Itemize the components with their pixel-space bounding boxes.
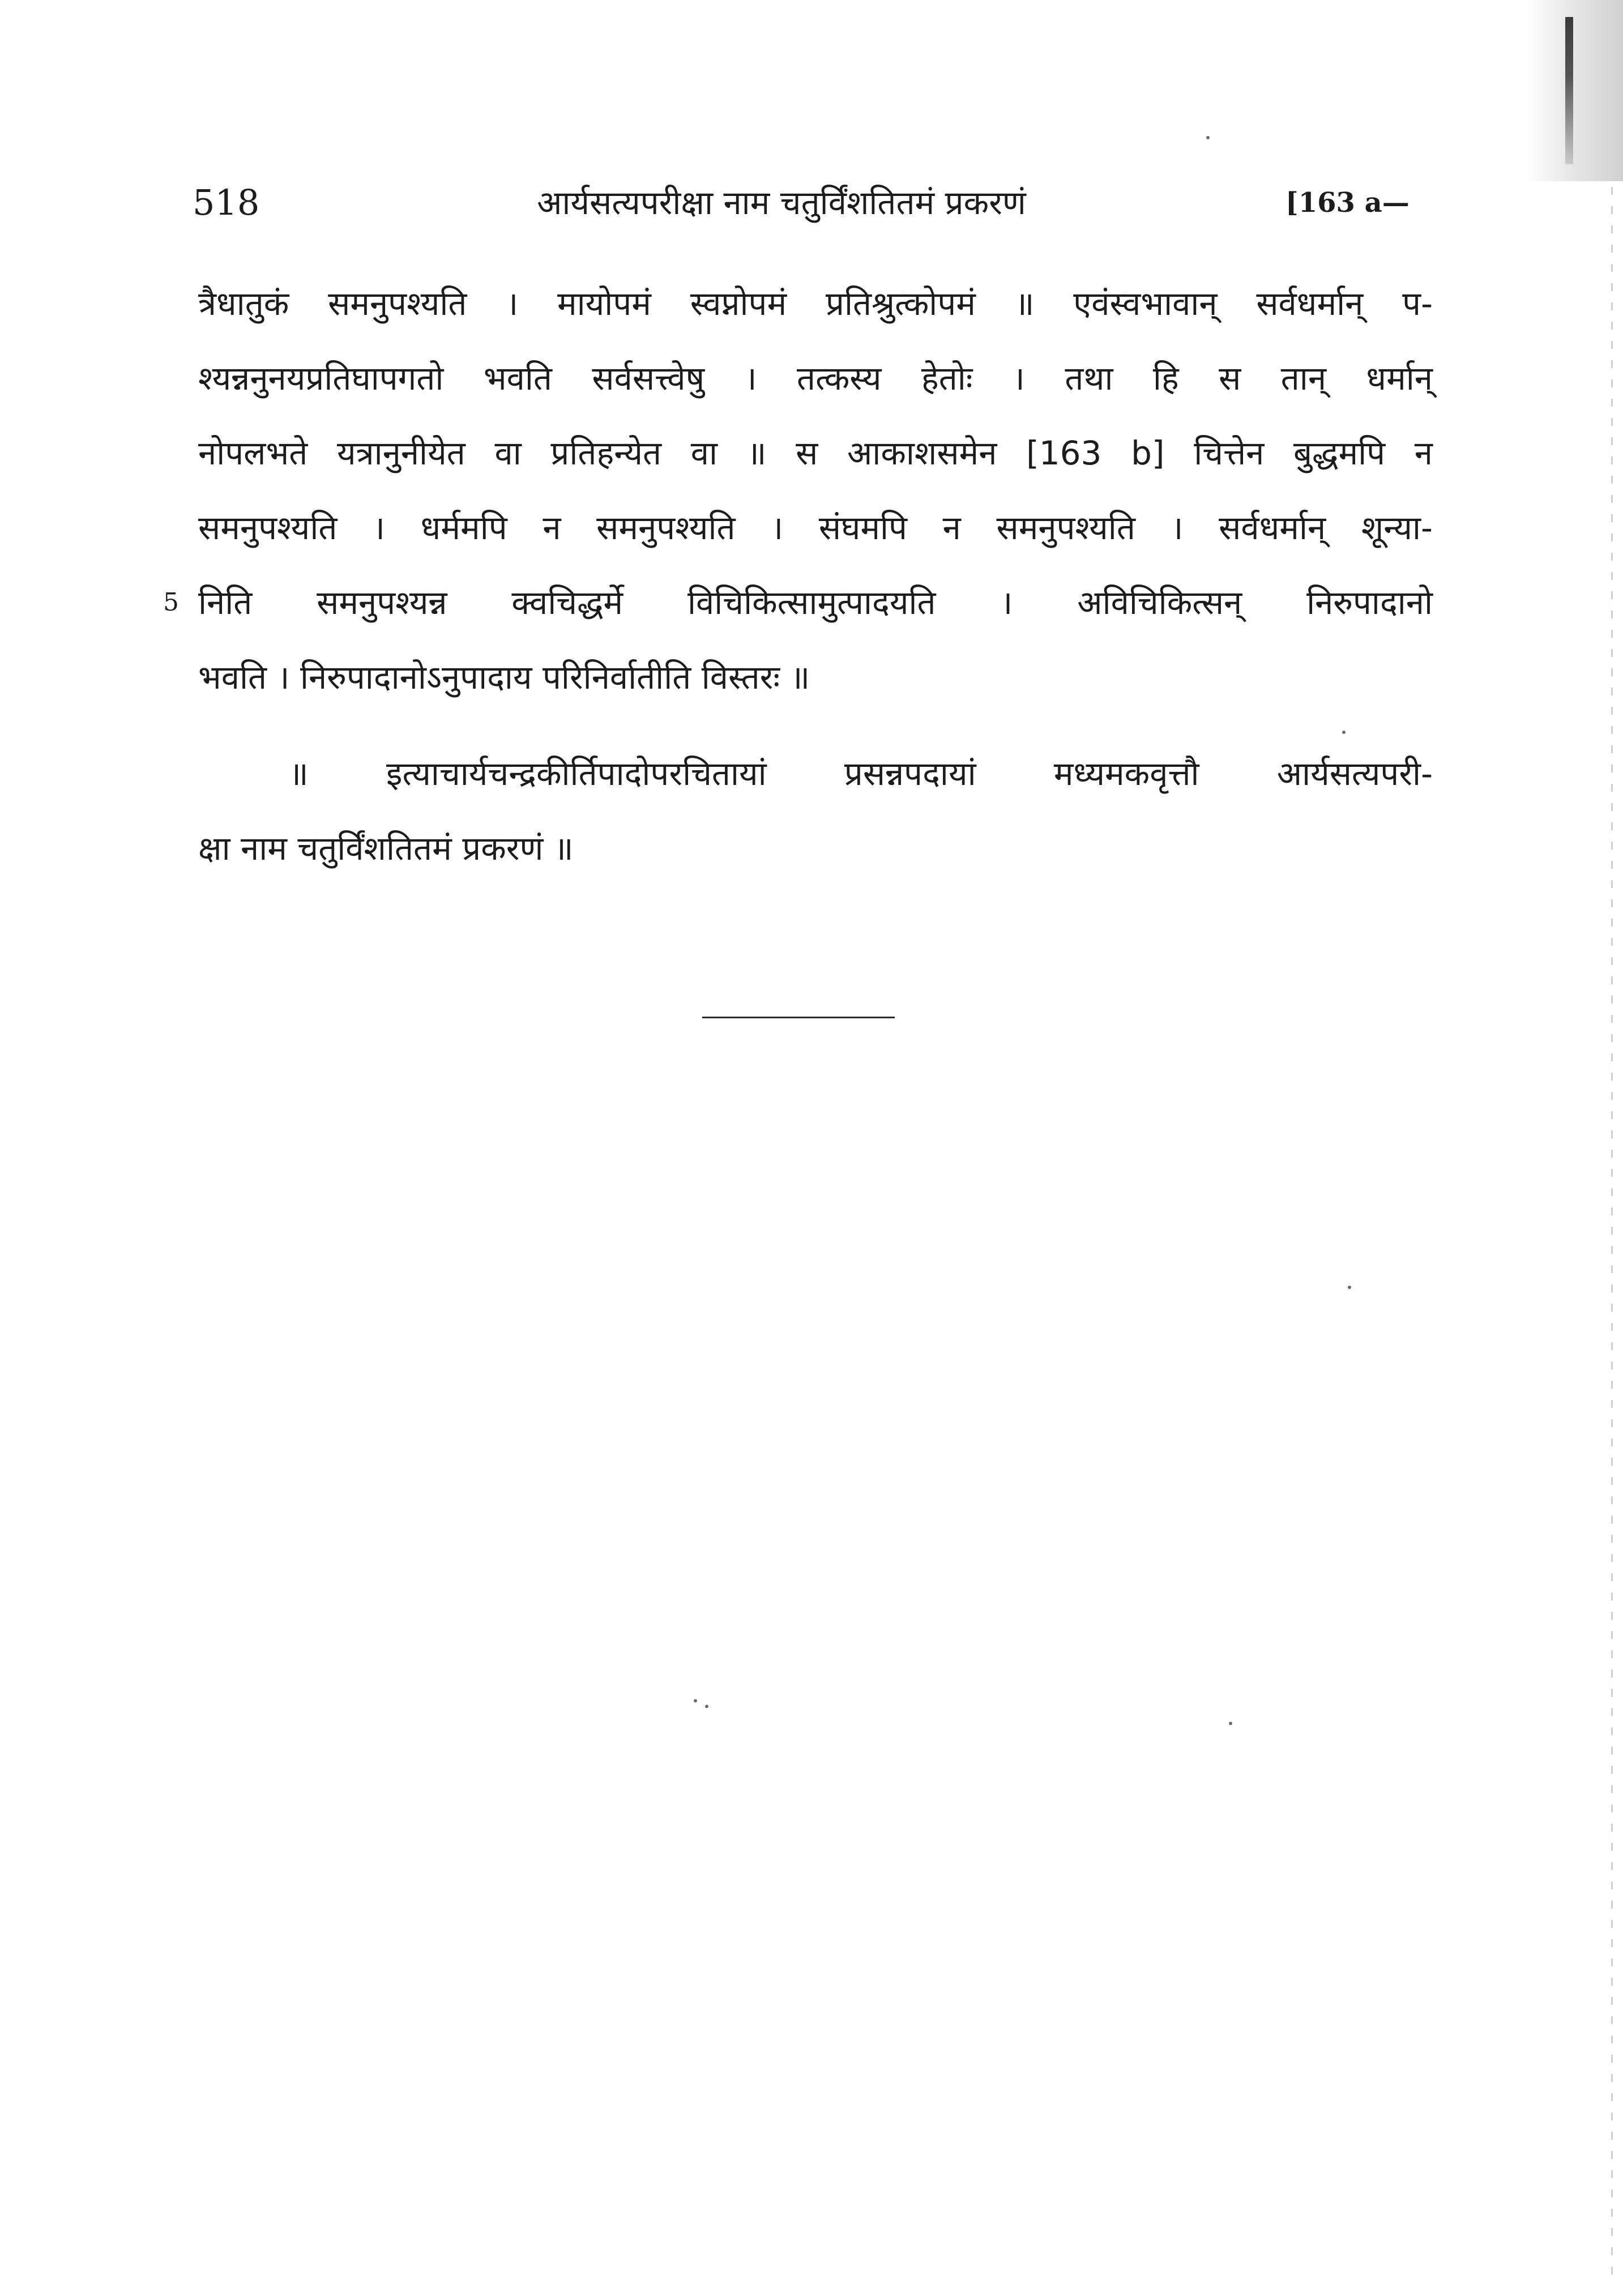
line-text: श्यन्ननुनयप्रतिघापगतो भवति सर्वसत्त्वेषु । तत्कस्य हेतोः । तथा हि स तान् धर्मान् xyxy=(198,359,1433,398)
text-line xyxy=(198,341,1433,416)
scan-speck xyxy=(1206,136,1210,139)
main-text-block xyxy=(163,266,1433,715)
line-text: भवति । निरुपादानोऽनुपादाय परिनिर्वातीति विस्तरः ॥ xyxy=(198,658,810,697)
scan-speck xyxy=(1342,731,1346,734)
text-line xyxy=(198,640,1433,715)
line-text: समनुपश्यति । धर्ममपि न समनुपश्यति । संघमपि न समनुपश्यति । सर्वधर्मान् शून्या- xyxy=(198,509,1433,547)
scan-speck xyxy=(1348,1286,1351,1289)
scan-speck xyxy=(1229,1722,1232,1725)
page-number: 518 xyxy=(193,182,260,223)
scan-binding-mark xyxy=(1565,17,1573,164)
scan-speck xyxy=(705,1705,708,1708)
colophon-text: क्षा नाम चतुर्विंशतितमं प्रकरणं ॥ xyxy=(198,829,574,868)
line-number: 5 xyxy=(163,588,179,617)
text-line xyxy=(198,416,1433,490)
colophon-block xyxy=(198,736,1433,886)
section-end-rule xyxy=(702,1017,895,1018)
running-title: आर्यसत्यपरीक्षा नाम चतुर्विंशतितमं प्रकरणं xyxy=(537,183,1026,222)
folio-reference: [163 a— xyxy=(1285,187,1410,219)
line-text: त्रैधातुकं समनुपश्यति । मायोपमं स्वप्नोपमं प्रतिश्रुत्कोपमं ॥ एवंस्वभावान् सर्वधर्मान् प- xyxy=(198,284,1433,323)
line-text: नोपलभते यत्रानुनीयेत वा प्रतिहन्येत वा ॥ स आकाशसमेन [163 b] चित्तेन बुद्धमपि न xyxy=(198,434,1433,472)
text-line xyxy=(163,565,1433,640)
colophon-text: ॥ इत्याचार्यचन्द्रकीर्तिपादोपरचितायां प्रसन्नपदायां मध्यमकवृत्तौ आर्यसत्यपरी- xyxy=(289,754,1433,793)
text-line xyxy=(198,490,1433,565)
scan-speck xyxy=(694,1699,697,1702)
scan-edge-shadow xyxy=(1527,0,1623,181)
scan-right-edge-line xyxy=(1611,187,1613,2282)
line-text: निति समनुपश्यन्न क्वचिद्धर्मे विचिकित्सामुत्पादयति । अविचिकित्सन् निरुपादानो xyxy=(198,583,1433,622)
page-header xyxy=(0,180,1623,225)
colophon-line xyxy=(198,736,1433,811)
text-line xyxy=(198,266,1433,341)
colophon-line xyxy=(198,811,1433,886)
